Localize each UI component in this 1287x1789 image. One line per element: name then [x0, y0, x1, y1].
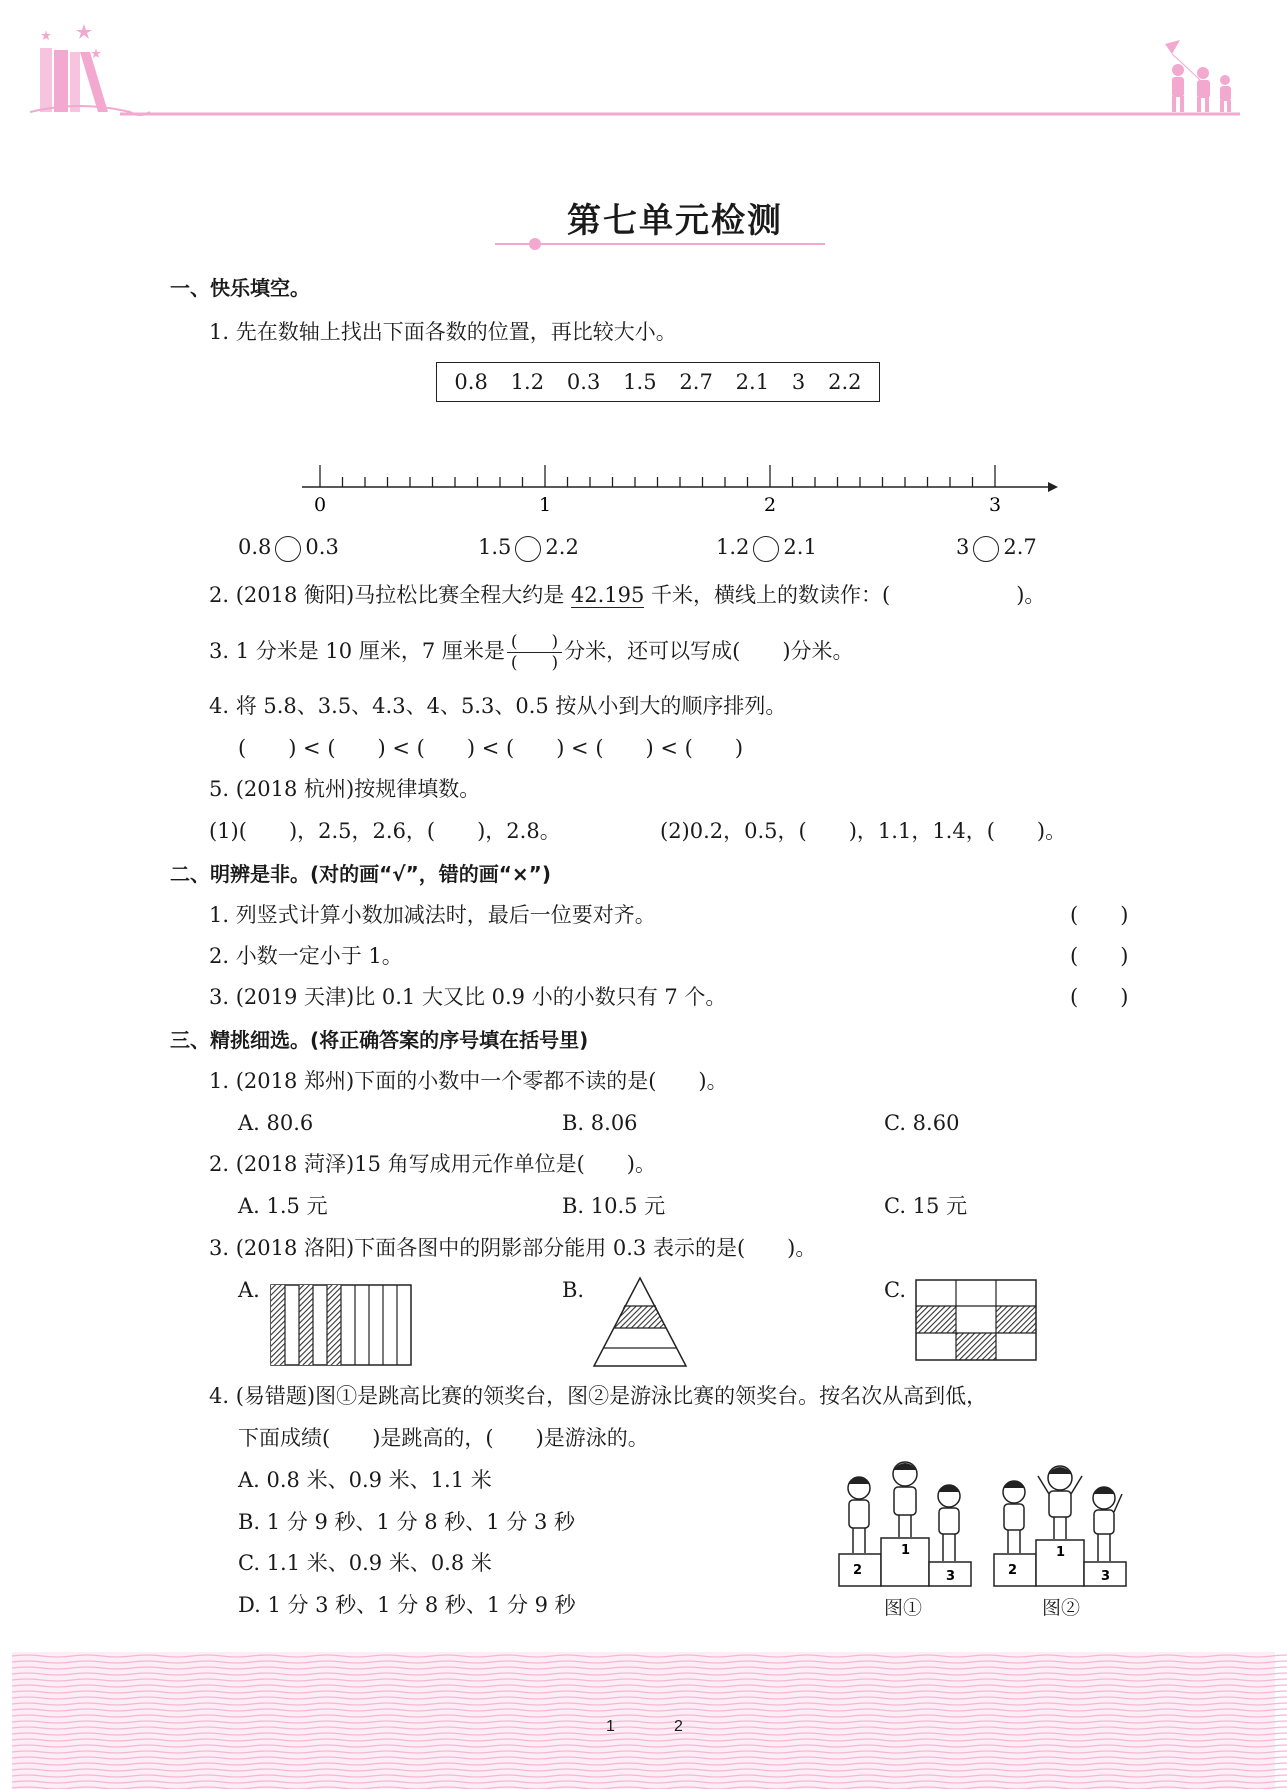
- compare-circle[interactable]: [275, 536, 301, 562]
- q1-text: 1. 先在数轴上找出下面各数的位置，再比较大小。: [209, 320, 677, 344]
- number-item: 1.2: [510, 370, 545, 394]
- figure-b-triangle: [592, 1276, 688, 1368]
- compare-item: 3 2.7: [956, 533, 1037, 562]
- axis-label-0: 0: [313, 494, 327, 515]
- choice-q2: 2. (2018 菏泽)15 角写成用元作单位是( )。: [209, 1152, 656, 1176]
- number-item: 2.7: [679, 370, 713, 394]
- podium-number: 1: [1056, 1545, 1066, 1560]
- podium-number: 1: [901, 1543, 911, 1558]
- title-underline: [495, 236, 825, 252]
- q4-blanks: ( ) < ( ) < ( ) < ( ) < ( ) < ( ): [238, 736, 744, 760]
- page-number: 2: [674, 1718, 683, 1735]
- judge-item: 1. 列竖式计算小数加减法时，最后一位要对齐。: [209, 903, 656, 927]
- number-item: 2.1: [735, 370, 770, 394]
- option[interactable]: A. 0.8 米、0.9 米、1.1 米: [238, 1468, 492, 1492]
- figure-label: 图①: [884, 1597, 923, 1619]
- fraction: $\frac{( )}{( )}$: [507, 632, 562, 673]
- judge-item: 3. (2019 天津)比 0.1 大又比 0.9 小的小数只有 7 个。: [209, 985, 727, 1009]
- axis-label-2: 2: [763, 494, 777, 515]
- podium-figure-2: [990, 1458, 1130, 1590]
- kids-kite-icon: [1165, 40, 1231, 112]
- choice-q4-line1: 4. (易错题)图①是跳高比赛的领奖台，图②是游泳比赛的领奖台。按名次从高到低，: [209, 1384, 988, 1408]
- footer-stripes: [0, 1652, 1287, 1789]
- q5-part2: (2)0.2，0.5，( )，1.1，1.4，( )。: [660, 819, 1067, 843]
- numbers-box: [436, 362, 880, 402]
- podium-number: 3: [946, 1569, 956, 1584]
- q4-text: 4. 将 5.8、3.5、4.3、4、5.3、0.5 按从小到大的顺序排列。: [209, 694, 787, 718]
- compare-item: 1.5 2.2: [478, 533, 579, 562]
- podium-number: 2: [1008, 1563, 1018, 1578]
- books-icon: [30, 24, 150, 115]
- option[interactable]: B. 8.06: [562, 1111, 638, 1135]
- section3-heading: 三、精挑细选。(将正确答案的序号填在括号里): [170, 1028, 589, 1052]
- header-decoration: [0, 0, 1287, 140]
- choice-q1: 1. (2018 郑州)下面的小数中一个零都不读的是( )。: [209, 1069, 728, 1093]
- option[interactable]: B. 1 分 9 秒、1 分 8 秒、1 分 3 秒: [238, 1510, 576, 1534]
- q2-text: 2. (2018 衡阳)马拉松比赛全程大约是 42.195 千米，横线上的数读作：( )。: [209, 583, 1046, 607]
- q5-text: 5. (2018 杭州)按规律填数。: [209, 777, 481, 801]
- judge-item: 2. 小数一定小于 1。: [209, 944, 403, 968]
- compare-item: 1.2 2.1: [716, 533, 817, 562]
- option[interactable]: B.: [562, 1278, 585, 1302]
- option[interactable]: C. 1.1 米、0.9 米、0.8 米: [238, 1551, 492, 1575]
- section1-heading: 一、快乐填空。: [170, 276, 310, 300]
- podium-number: 3: [1101, 1569, 1111, 1584]
- option[interactable]: C. 15 元: [884, 1194, 968, 1218]
- compare-item: 0.8 0.3: [238, 533, 339, 562]
- option[interactable]: C. 8.60: [884, 1111, 960, 1135]
- option[interactable]: A. 1.5 元: [238, 1194, 328, 1218]
- figure-label: 图②: [1042, 1597, 1081, 1619]
- number-line: [290, 455, 1060, 515]
- option[interactable]: D. 1 分 3 秒、1 分 8 秒、1 分 9 秒: [238, 1593, 576, 1617]
- compare-circle[interactable]: [973, 536, 999, 562]
- judge-blank[interactable]: ( ): [1070, 985, 1129, 1009]
- page-number: 1: [606, 1718, 615, 1735]
- choice-q4-line2: 下面成绩( )是跳高的，( )是游泳的。: [238, 1426, 649, 1450]
- podium-number: 2: [853, 1563, 863, 1578]
- number-item: 2.2: [828, 370, 862, 394]
- axis-label-3: 3: [988, 494, 1002, 515]
- number-item: 0.3: [566, 370, 601, 394]
- podium-figure-1: [835, 1458, 975, 1590]
- figure-a-stripes: [270, 1284, 418, 1368]
- q3-text: 3. 1 分米是 10 厘米，7 厘米是 $\frac{( )}{( )}$ 分米，还可以写成( )分米。: [209, 632, 854, 673]
- number-item: 1.5: [623, 370, 657, 394]
- axis-label-1: 1: [538, 494, 552, 515]
- option[interactable]: A.: [238, 1278, 260, 1302]
- q5-part1: (1)( )，2.5，2.6，( )，2.8。: [209, 819, 561, 843]
- compare-circle[interactable]: [515, 536, 541, 562]
- compare-circle[interactable]: [753, 536, 779, 562]
- option[interactable]: B. 10.5 元: [562, 1194, 666, 1218]
- number-item: 0.8: [454, 370, 488, 394]
- choice-q3: 3. (2018 洛阳)下面各图中的阴影部分能用 0.3 表示的是( )。: [209, 1236, 817, 1260]
- option[interactable]: C.: [884, 1278, 906, 1302]
- number-item: 3: [791, 370, 806, 394]
- figure-c-grid: [915, 1279, 1037, 1363]
- option[interactable]: A. 80.6: [238, 1111, 314, 1135]
- judge-blank[interactable]: ( ): [1070, 944, 1129, 968]
- section2-heading: 二、明辨是非。(对的画“√”，错的画“×”): [170, 862, 551, 886]
- judge-blank[interactable]: ( ): [1070, 903, 1129, 927]
- page-title: 第七单元检测: [567, 201, 783, 241]
